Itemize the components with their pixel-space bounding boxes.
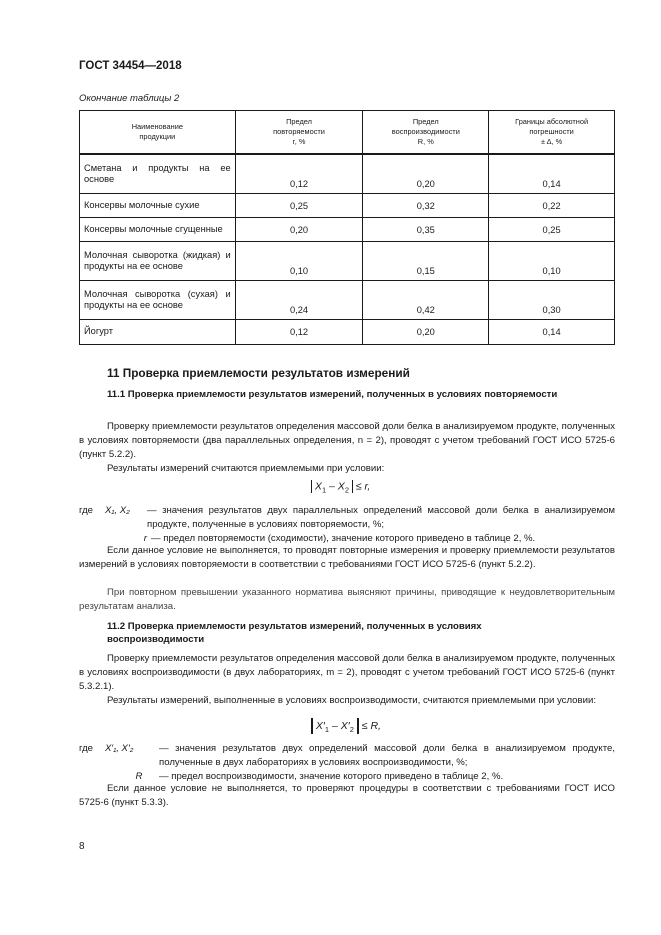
cell-reproducibility: 0,20 xyxy=(363,154,489,194)
column-header-line: Предел xyxy=(412,117,439,126)
table-row xyxy=(80,320,615,345)
paragraph: Результаты измерений считаются приемлемыми при условии: xyxy=(107,463,385,474)
cell-reproducibility: 0,20 xyxy=(363,320,489,345)
column-header-line: Предел xyxy=(286,117,312,126)
cell-product: Йогурт xyxy=(80,320,236,345)
cell-repeatability: 0,12 xyxy=(235,154,363,194)
where-label: где xyxy=(79,505,94,516)
cell-product: Консервы молочные сгущенные xyxy=(80,218,236,242)
paragraph: Проверку приемлемости результатов определения массовой доли белка в анализируемом продукте, полученных в условиях воспроизводимости (в двух лабораториях, m = 2), проводят с учетом требований ГОСТ ИСО 5725-6 (пункт 5.3.2.1). xyxy=(79,653,615,692)
where-label: где xyxy=(79,743,94,754)
table-row xyxy=(80,218,615,242)
cell-error-bounds: 0,25 xyxy=(489,218,615,242)
cell-product: Молочная сыворотка (жидкая) и продукты на ее основе xyxy=(80,242,236,281)
where-var: X₁, X₂ xyxy=(105,505,130,516)
cell-reproducibility: 0,32 xyxy=(363,194,489,218)
paragraph: Если данное условие не выполняется, то проверяют процедуры в соответствии с требованиями ГОСТ ИСО 5725-6 (пункт 5.3.3). xyxy=(79,783,615,808)
cell-reproducibility: 0,35 xyxy=(363,218,489,242)
formula-sub: 1 xyxy=(324,724,330,734)
cell-repeatability: 0,10 xyxy=(235,242,363,281)
table-2-continued xyxy=(79,110,615,345)
formula-sub: 2 xyxy=(344,485,349,495)
abs-bar-left xyxy=(311,718,313,734)
cell-reproducibility: 0,15 xyxy=(363,242,489,281)
cell-repeatability: 0,24 xyxy=(235,281,363,320)
table-row xyxy=(80,194,615,218)
paragraph: Если данное условие не выполняется, то проводят повторные измерения и проверку приемлемости результатов измерений в условиях повторяемости в соответствии с требованиями ГОСТ ИСО 5725-6 (пункт 5.2.2). xyxy=(79,545,615,570)
column-header-product xyxy=(80,111,236,155)
section-title: 11 Проверка приемлемости результатов измерений xyxy=(107,366,410,380)
table-header-row xyxy=(80,111,615,155)
column-header-line: воспроизводимости xyxy=(391,127,460,136)
formula-var: X′ xyxy=(340,719,350,732)
paragraph: При повторном превышении указанного норматива выясняют причины, приводящие к неудовлетворительным результатам анализа. xyxy=(79,587,615,612)
cell-error-bounds: 0,30 xyxy=(489,281,615,320)
where-def: — предел воспроизводимости, значение которого приведено в таблице 2, %. xyxy=(159,771,504,782)
formula-reproducibility xyxy=(311,718,381,734)
table-row xyxy=(80,281,615,320)
formula-sub: 2 xyxy=(349,724,354,734)
formula-var: X xyxy=(314,480,322,493)
cell-product: Сметана и продукты на ее основе xyxy=(80,154,236,194)
where-block-1 xyxy=(79,504,615,546)
formula-op: – xyxy=(326,480,338,493)
column-header-line: Границы абсолютной xyxy=(515,117,589,126)
formula-repeatability xyxy=(311,480,370,494)
cell-error-bounds: 0,10 xyxy=(489,242,615,281)
where-def: — предел повторяемости (сходимости), значение которого приведено в таблице 2, %. xyxy=(151,533,536,544)
where-block-2 xyxy=(79,742,615,784)
formula-rel: ≤ R, xyxy=(358,719,381,732)
column-header-line: r, % xyxy=(292,137,306,146)
paragraph: Результаты измерений, выполненные в условиях воспроизводимости, считаются приемлемыми при условии: xyxy=(107,695,596,706)
document-header: ГОСТ 34454—2018 xyxy=(79,60,182,72)
where-var: R xyxy=(135,771,143,782)
formula-var: X xyxy=(337,480,345,493)
cell-error-bounds: 0,14 xyxy=(489,320,615,345)
column-header-line: погрешности xyxy=(529,127,574,136)
formula-var: X′ xyxy=(315,719,325,732)
column-header-line: повторяемости xyxy=(273,127,325,136)
cell-error-bounds: 0,14 xyxy=(489,154,615,194)
abs-bar-left xyxy=(311,480,312,493)
formula-op: – xyxy=(329,719,341,732)
column-header-error-bounds xyxy=(489,111,615,155)
column-header-repeatability xyxy=(235,111,363,155)
table-caption: Окончание таблицы 2 xyxy=(79,93,180,104)
column-header-reproducibility xyxy=(363,111,489,155)
table-row xyxy=(80,154,615,194)
paragraph: Проверку приемлемости результатов определения массовой доли белка в анализируемом продукте, полученных в условиях повторяемости (два параллельных определения, n = 2), проводят с учетом требований ГОСТ ИСО 5725-6 (пункт 5.2.2). xyxy=(79,421,615,460)
page-number: 8 xyxy=(79,841,85,852)
formula-rel: ≤ r, xyxy=(352,480,371,493)
column-header-line: продукции xyxy=(139,132,176,141)
cell-repeatability: 0,25 xyxy=(235,194,363,218)
formula-sub: 1 xyxy=(321,485,327,495)
cell-product: Молочная сыворотка (сухая) и продукты на ее основе xyxy=(80,281,236,320)
where-var: r xyxy=(143,533,147,544)
where-def: — значения результатов двух параллельных определений массовой доли белка в анализируемом продукте, полученные в условиях повторяемости, %; xyxy=(147,505,615,530)
cell-repeatability: 0,20 xyxy=(235,218,363,242)
cell-error-bounds: 0,22 xyxy=(489,194,615,218)
subsection-title-11-1: 11.1 Проверка приемлемости результатов измерений, полученных в условиях повторяемости xyxy=(107,389,558,400)
cell-product: Консервы молочные сухие xyxy=(80,194,236,218)
where-def: — значения результатов двух определений массовой доли белка в анализируемом продукте, полученные в двух лабораториях в условиях воспроизводимости, %; xyxy=(159,743,615,768)
subsection-title-11-2: 11.2 Проверка приемлемости результатов измерений, полученных в условиях воспроизводимости xyxy=(107,621,482,645)
column-header-line: ± Δ, % xyxy=(540,137,563,146)
where-var: X′₁, X′₂ xyxy=(105,743,134,754)
table-row xyxy=(80,242,615,281)
cell-reproducibility: 0,42 xyxy=(363,281,489,320)
column-header-line: R, % xyxy=(417,137,434,146)
column-header-line: Наименование xyxy=(131,122,183,131)
cell-repeatability: 0,12 xyxy=(235,320,363,345)
